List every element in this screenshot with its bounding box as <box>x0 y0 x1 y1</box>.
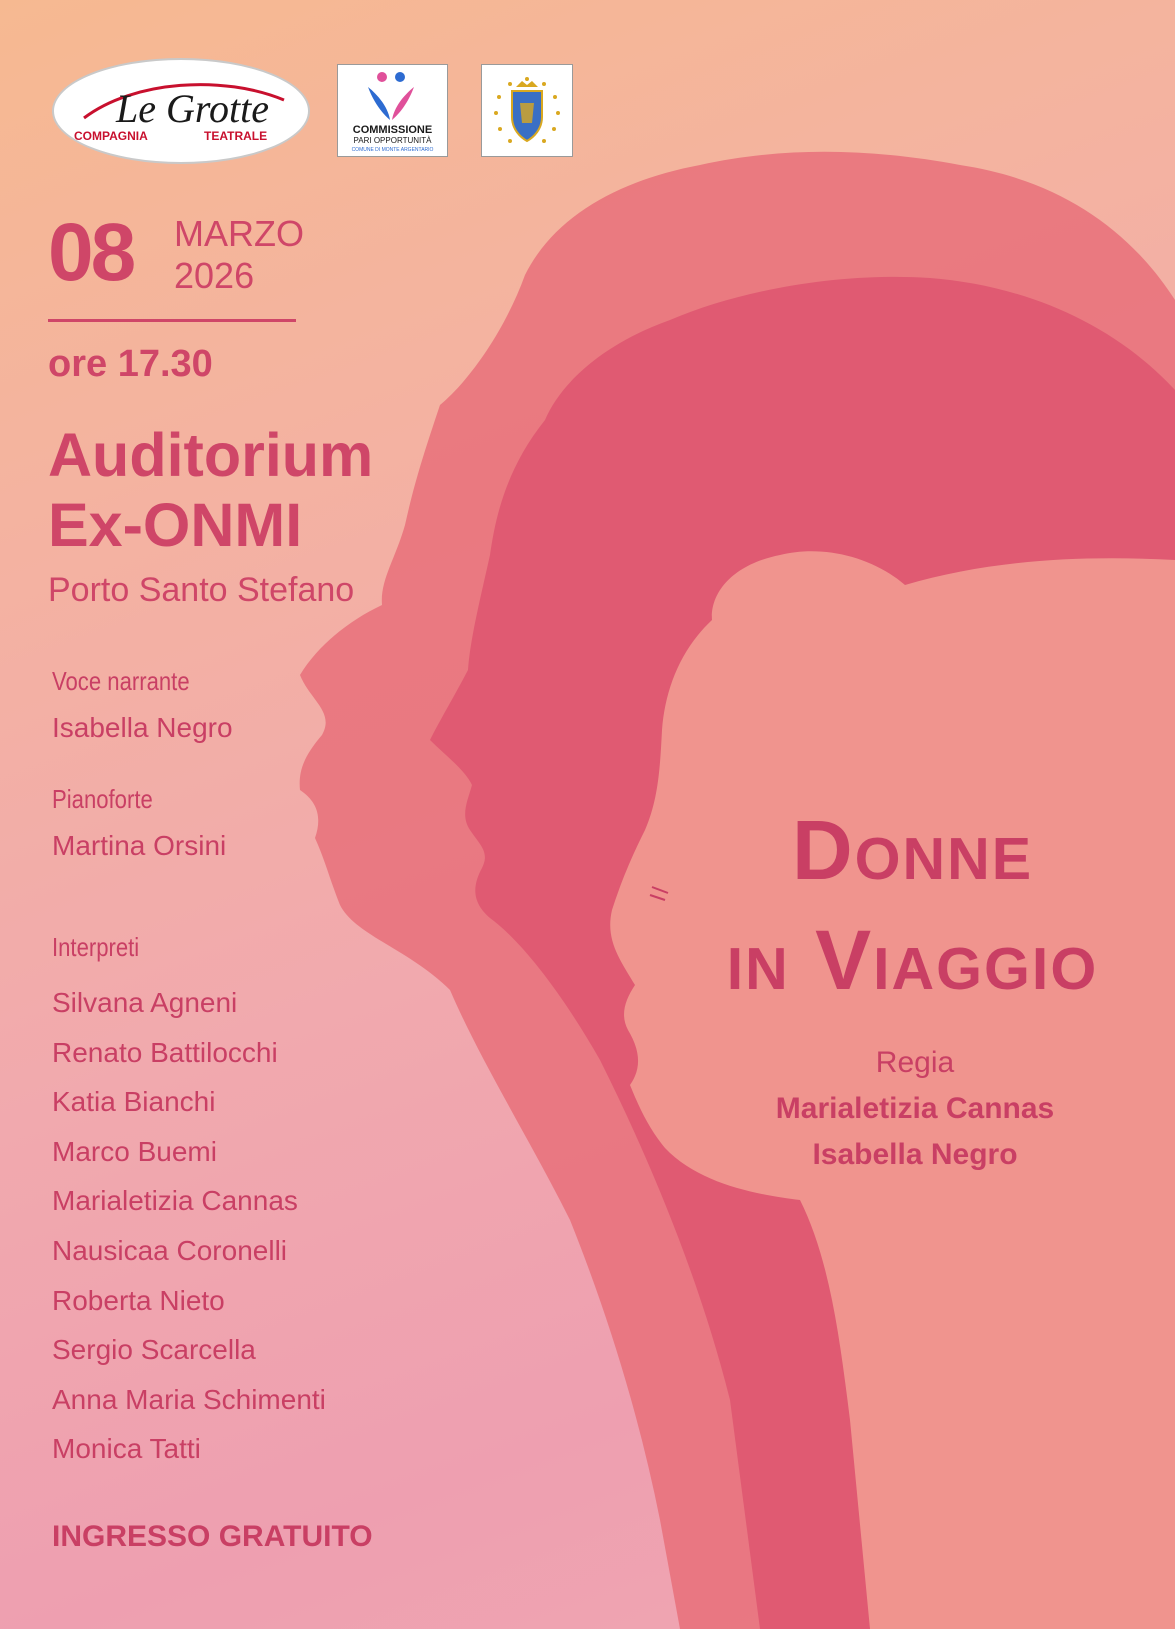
show-title-line-2: in Viaggio <box>726 913 1099 1007</box>
commissione-pari-opportunita-logo <box>337 64 448 157</box>
piano-role: Pianoforte <box>52 784 153 814</box>
free-entry-notice: INGRESSO GRATUITO <box>52 1520 373 1553</box>
commissione-title: COMMISSIONE <box>352 124 433 136</box>
narrator-name: Isabella Negro <box>52 712 233 743</box>
narrator-role: Voce narrante <box>52 666 190 696</box>
venue-line-1: Auditorium <box>48 421 374 489</box>
event-time: ore 17.30 <box>48 343 213 385</box>
narrator-name-wrap <box>52 712 233 744</box>
le-grotte-subtitle-left: COMPAGNIA <box>74 129 148 143</box>
le-grotte-wordmark: Le Grotte <box>116 86 269 131</box>
date-divider <box>48 319 296 322</box>
logos-row <box>52 58 572 168</box>
venue-line-2: Ex-ONMI <box>48 491 303 559</box>
commissione-subtitle: PARI OPPORTUNITÀ <box>353 136 432 145</box>
performer-name: Silvana Agneni <box>52 987 238 1018</box>
piano-credit <box>52 784 171 815</box>
show-title <box>660 795 1165 1015</box>
performers-role: Interpreti <box>52 932 140 962</box>
event-venue <box>48 420 373 560</box>
commissione-small: COMUNE DI MONTE ARGENTARIO <box>351 147 434 153</box>
show-title-line-1: Donne <box>791 803 1034 897</box>
performer-name: Katia Bianchi <box>52 1086 216 1118</box>
event-year: 2026 <box>174 255 255 296</box>
performer-name: Roberta Nieto <box>52 1284 225 1316</box>
director-name: Isabella Negro <box>812 1138 1018 1171</box>
performer-name: Renato Battilocchi <box>52 1036 278 1068</box>
performers-credit <box>52 932 155 963</box>
performer-name: Nausicaa Coronelli <box>52 1234 288 1266</box>
piano-name-wrap <box>52 830 226 862</box>
le-grotte-logo <box>52 58 310 164</box>
event-city: Porto Santo Stefano <box>48 571 355 609</box>
event-day: 08 <box>48 207 134 298</box>
performer-name: Monica Tatti <box>52 1433 201 1465</box>
event-month: MARZO <box>174 213 304 254</box>
director-name: Marialetizia Cannas <box>775 1092 1055 1125</box>
performer-name: Anna Maria Schimenti <box>52 1383 326 1415</box>
le-grotte-subtitle-right: TEATRALE <box>204 129 268 143</box>
piano-name: Martina Orsini <box>52 830 227 861</box>
comune-coat-of-arms-logo <box>481 64 573 157</box>
performer-name: Sergio Scarcella <box>52 1334 256 1366</box>
direction-label: Regia <box>875 1046 955 1079</box>
performer-name: Marco Buemi <box>52 1135 217 1167</box>
direction-credit <box>700 1040 1130 1178</box>
performer-name: Marialetizia Cannas <box>52 1185 298 1217</box>
narrator-credit <box>52 666 214 697</box>
performers-list <box>52 978 326 1474</box>
